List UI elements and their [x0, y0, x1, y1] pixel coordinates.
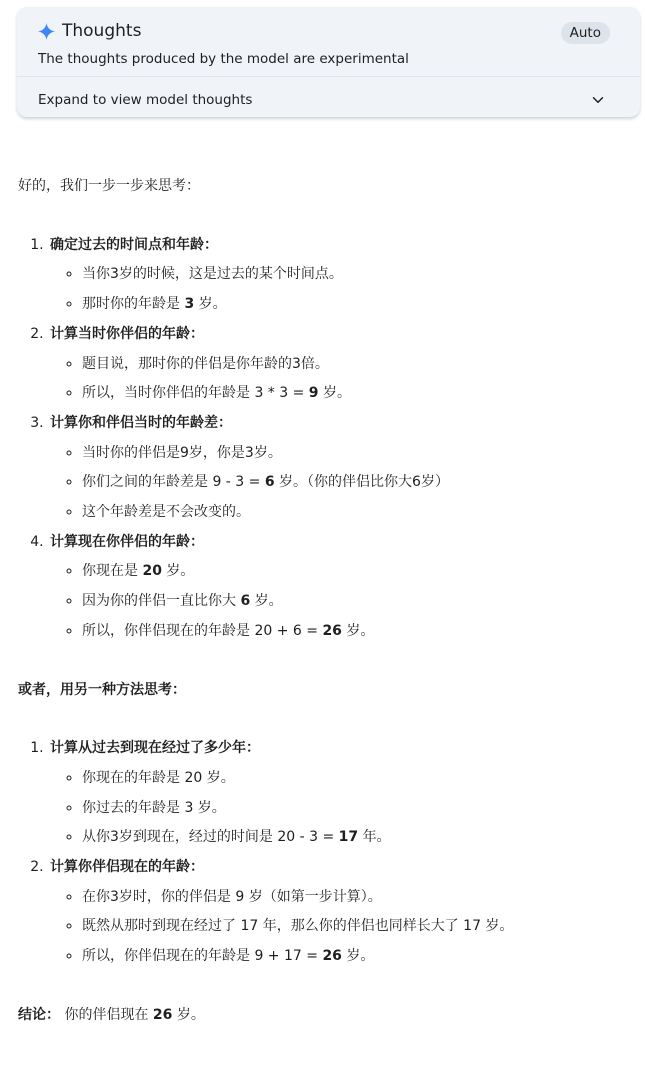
step-heading: 计算你伴侣现在的年龄： [50, 859, 204, 876]
method1-steps [18, 231, 638, 647]
chevron-down-icon[interactable] [589, 91, 607, 109]
step-heading: 计算现在你伴侣的年龄： [50, 533, 204, 550]
step-detail: ◦ 题目说，那时你的伴侣是你年龄的3倍。 [82, 350, 638, 380]
step-item [48, 528, 638, 647]
step-detail-list [50, 439, 638, 528]
thoughts-title: Thoughts [62, 21, 142, 41]
step-detail: ◦ 所以，当时你伴侣的年龄是 3 * 3 = 9 岁。 [82, 379, 638, 409]
divider [17, 76, 640, 77]
step-detail: ◦ 所以，你伴侣现在的年龄是 20 + 6 = 26 岁。 [82, 617, 638, 647]
step-detail-list [50, 557, 638, 646]
step-detail: ◦ 因为你的伴侣一直比你大 6 岁。 [82, 587, 638, 617]
step-heading: 计算当时你伴侣的年龄： [50, 325, 204, 342]
step-heading: 计算你和伴侣当时的年龄差： [50, 414, 232, 431]
step-detail: ◦ 你现在是 20 岁。 [82, 557, 638, 587]
step-item [48, 231, 638, 320]
step-detail-list [50, 260, 638, 319]
step-detail: ◦ 你过去的年龄是 3 岁。 [82, 794, 638, 824]
intro-text: 好的，我们一步一步来思考： [18, 178, 200, 194]
thoughts-title-row [38, 20, 141, 42]
step-detail-list [50, 883, 638, 972]
method2-steps [18, 734, 638, 972]
step-heading: 确定过去的时间点和年龄： [50, 236, 218, 253]
step-detail: ◦ 你们之间的年龄差是 9 - 3 = 6 岁。（你的伴侣比你大6岁） [82, 468, 638, 498]
step-item [48, 734, 638, 853]
expand-thoughts-button[interactable]: Expand to view model thoughts [38, 92, 253, 108]
conclusion: 结论： 你的伴侣现在 26 岁。 [18, 1006, 205, 1023]
step-item [48, 853, 638, 972]
thoughts-panel [17, 7, 640, 117]
answer-body [18, 172, 638, 1031]
step-detail: ◦ 当你3岁的时候，这是过去的某个时间点。 [82, 260, 638, 290]
alt-heading: 或者，用另一种方法思考： [18, 681, 186, 698]
step-detail-list [50, 764, 638, 853]
step-detail: ◦ 你现在的年龄是 20 岁。 [82, 764, 638, 794]
sparkle-icon [38, 23, 55, 40]
thoughts-subtitle: The thoughts produced by the model are experimental [38, 51, 409, 67]
step-detail: ◦ 所以，你伴侣现在的年龄是 9 + 17 = 26 岁。 [82, 942, 638, 972]
conclusion-label: 结论： [18, 1006, 60, 1023]
step-detail: ◦ 当时你的伴侣是9岁，你是3岁。 [82, 439, 638, 469]
step-item [48, 409, 638, 528]
step-item [48, 320, 638, 409]
step-detail: ◦ 这个年龄差是不会改变的。 [82, 498, 638, 528]
step-heading: 计算从过去到现在经过了多少年： [50, 740, 260, 757]
auto-badge[interactable]: Auto [561, 22, 610, 44]
step-detail: ◦ 既然从那时到现在经过了 17 年，那么你的伴侣也同样长大了 17 岁。 [82, 912, 638, 942]
step-detail-list [50, 350, 638, 409]
step-detail: ◦ 那时你的年龄是 3 岁。 [82, 290, 638, 320]
step-detail: ◦ 在你3岁时，你的伴侣是 9 岁（如第一步计算）。 [82, 883, 638, 913]
step-detail: ◦ 从你3岁到现在，经过的时间是 20 - 3 = 17 年。 [82, 823, 638, 853]
